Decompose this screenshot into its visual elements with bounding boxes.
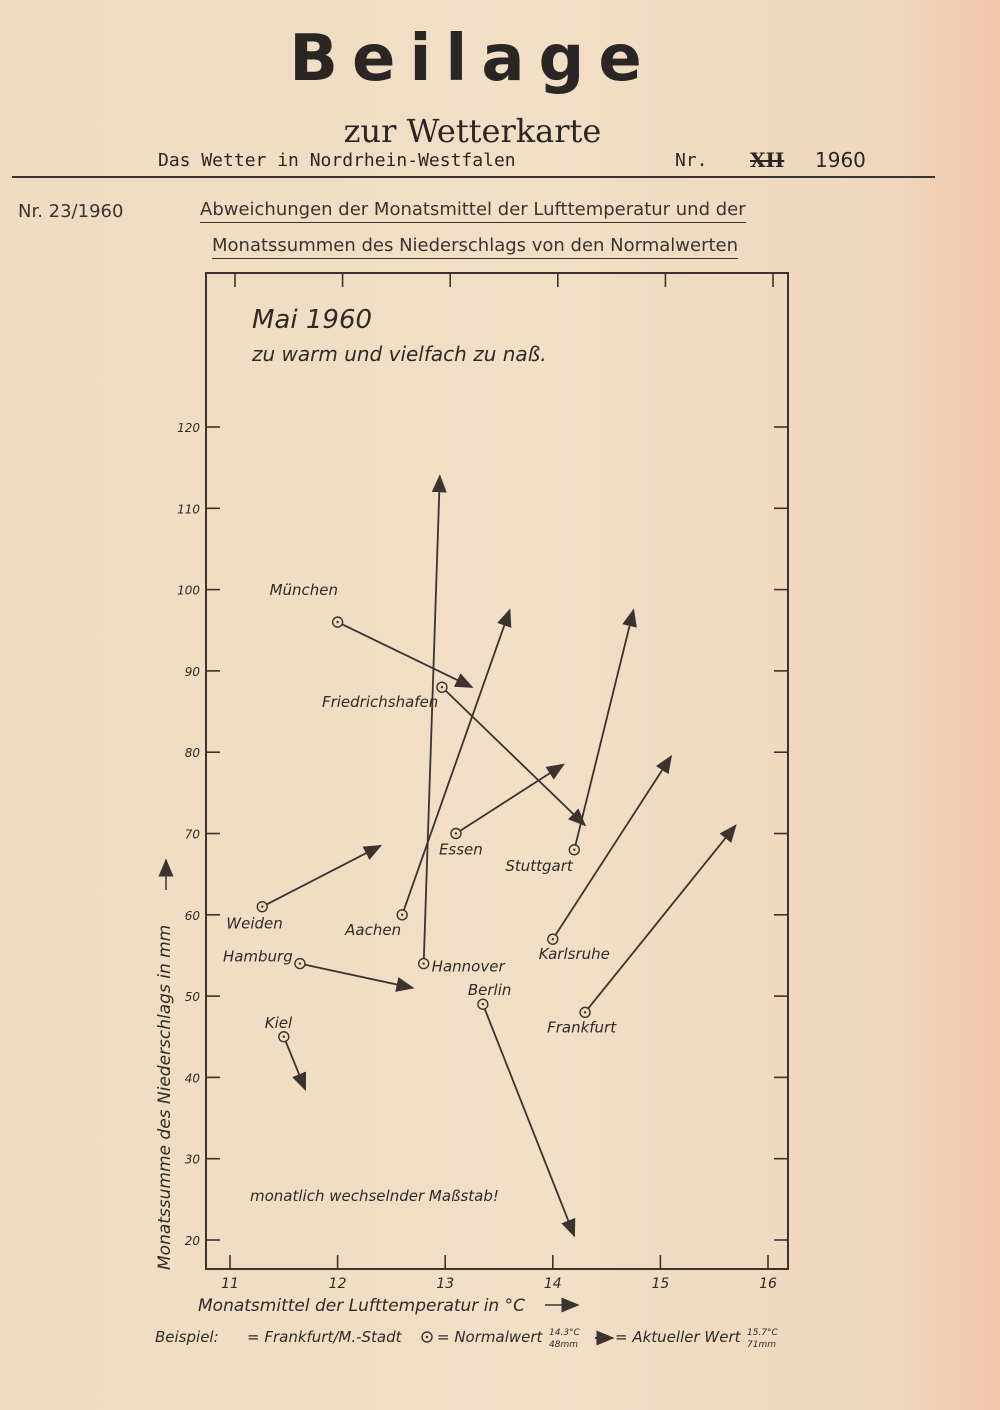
normal-marker-dot: [299, 962, 301, 964]
issue-reference: Nr. 23/1960: [18, 201, 124, 222]
legend-actual-temp: 15.7°C: [747, 1328, 778, 1338]
station-label-hannover: Hannover: [431, 957, 505, 976]
station-label-münchen: München: [269, 581, 339, 600]
legend-actual-label: = Aktueller Wert: [615, 1328, 741, 1346]
station-label-frankfurt: Frankfurt: [547, 1018, 617, 1037]
issue-number-value: XII: [750, 148, 785, 172]
station-label-aachen: Aachen: [345, 920, 402, 939]
issue-number-label: Nr.: [675, 150, 708, 171]
y-tick-label: 80: [184, 746, 200, 761]
issue-year: 1960: [815, 148, 866, 172]
chart-title: Mai 1960: [252, 305, 373, 335]
station-label-weiden: Weiden: [226, 914, 283, 933]
legend-station: = Frankfurt/M.-Stadt: [247, 1328, 402, 1346]
legend-normal-precip: 48mm: [549, 1340, 578, 1350]
normal-marker-dot: [336, 621, 338, 623]
chart-heading-line2: Monatssummen des Niederschlags von den Normalwerten: [212, 235, 738, 259]
y-axis-label: Monatssumme des Niederschlags in mm: [155, 924, 175, 1270]
normal-marker-dot: [482, 1003, 484, 1005]
legend-label: Beispiel:: [155, 1328, 219, 1346]
legend: [155, 1328, 779, 1350]
series-normals: [257, 617, 590, 1042]
top-ticks: [235, 273, 773, 287]
normal-marker-dot: [401, 914, 403, 916]
x-axis-label: Monatsmittel der Lufttemperatur in °C: [198, 1296, 525, 1316]
y-tick-label: 70: [184, 827, 200, 842]
plot-frame: [206, 273, 788, 1269]
y-tick-label: 120: [177, 421, 200, 435]
y-tick-label: 20: [184, 1234, 200, 1248]
normal-marker-dot: [584, 1011, 586, 1013]
arrow-essen: [456, 764, 564, 833]
arrow-stuttgart: [574, 610, 633, 850]
arrow-friedrichshafen: [442, 687, 585, 825]
legend-normal-temp: 14.3°C: [549, 1328, 580, 1338]
arrow-kiel: [284, 1037, 306, 1090]
legend-actual-precip: 71mm: [747, 1340, 776, 1350]
legend-normal-label: = Normalwert: [437, 1328, 543, 1346]
station-label-stuttgart: Stuttgart: [505, 856, 573, 875]
normal-marker-dot: [552, 938, 554, 940]
normal-marker-dot: [455, 832, 457, 834]
normal-marker-dot: [261, 905, 263, 907]
arrow-hannover: [424, 476, 440, 964]
y-tick-label: 30: [184, 1152, 200, 1167]
station-labels: [223, 581, 617, 1036]
arrow-hamburg: [300, 964, 413, 988]
x-tick-label: 13: [436, 1276, 455, 1292]
chart-subtitle: zu warm und vielfach zu naß.: [252, 342, 547, 366]
normal-marker-dot: [283, 1036, 285, 1038]
x-tick-label: 14: [543, 1276, 562, 1292]
station-label-hamburg: Hamburg: [222, 947, 293, 966]
publication-name: Das Wetter in Nordrhein-Westfalen: [158, 150, 516, 171]
normal-marker-dot: [441, 686, 443, 688]
y-tick-label: 90: [184, 664, 200, 679]
y-tick-label: 100: [177, 583, 200, 598]
chart-heading-line1: Abweichungen der Monatsmittel der Lufttemperatur und der: [200, 199, 746, 223]
arrow-aachen: [402, 610, 510, 915]
arrow-weiden: [262, 846, 380, 907]
x-axis: [221, 1255, 777, 1292]
page-title: Beilage: [289, 22, 656, 96]
y-tick-label: 50: [184, 990, 200, 1005]
x-tick-label: 12: [328, 1276, 347, 1292]
x-tick-label: 11: [221, 1276, 239, 1292]
page-subtitle: zur Wetterkarte: [343, 112, 602, 150]
normal-marker-dot: [573, 849, 575, 851]
station-label-berlin: Berlin: [467, 981, 512, 1000]
y-tick-label: 110: [177, 502, 200, 517]
normal-marker-dot: [422, 962, 424, 964]
station-label-essen: Essen: [438, 840, 483, 859]
y-axis: [177, 421, 788, 1248]
scale-note: monatlich wechselnder Maßstab!: [250, 1187, 499, 1205]
x-tick-label: 16: [759, 1276, 777, 1292]
y-tick-label: 60: [184, 908, 200, 923]
arrow-münchen: [338, 622, 473, 687]
legend-normal-marker-dot: [426, 1336, 428, 1338]
station-label-kiel: Kiel: [264, 1013, 293, 1032]
station-label-friedrichshafen: Friedrichshafen: [321, 693, 439, 712]
x-tick-label: 15: [651, 1276, 670, 1292]
y-tick-label: 40: [184, 1071, 200, 1086]
station-label-karlsruhe: Karlsruhe: [538, 945, 610, 964]
